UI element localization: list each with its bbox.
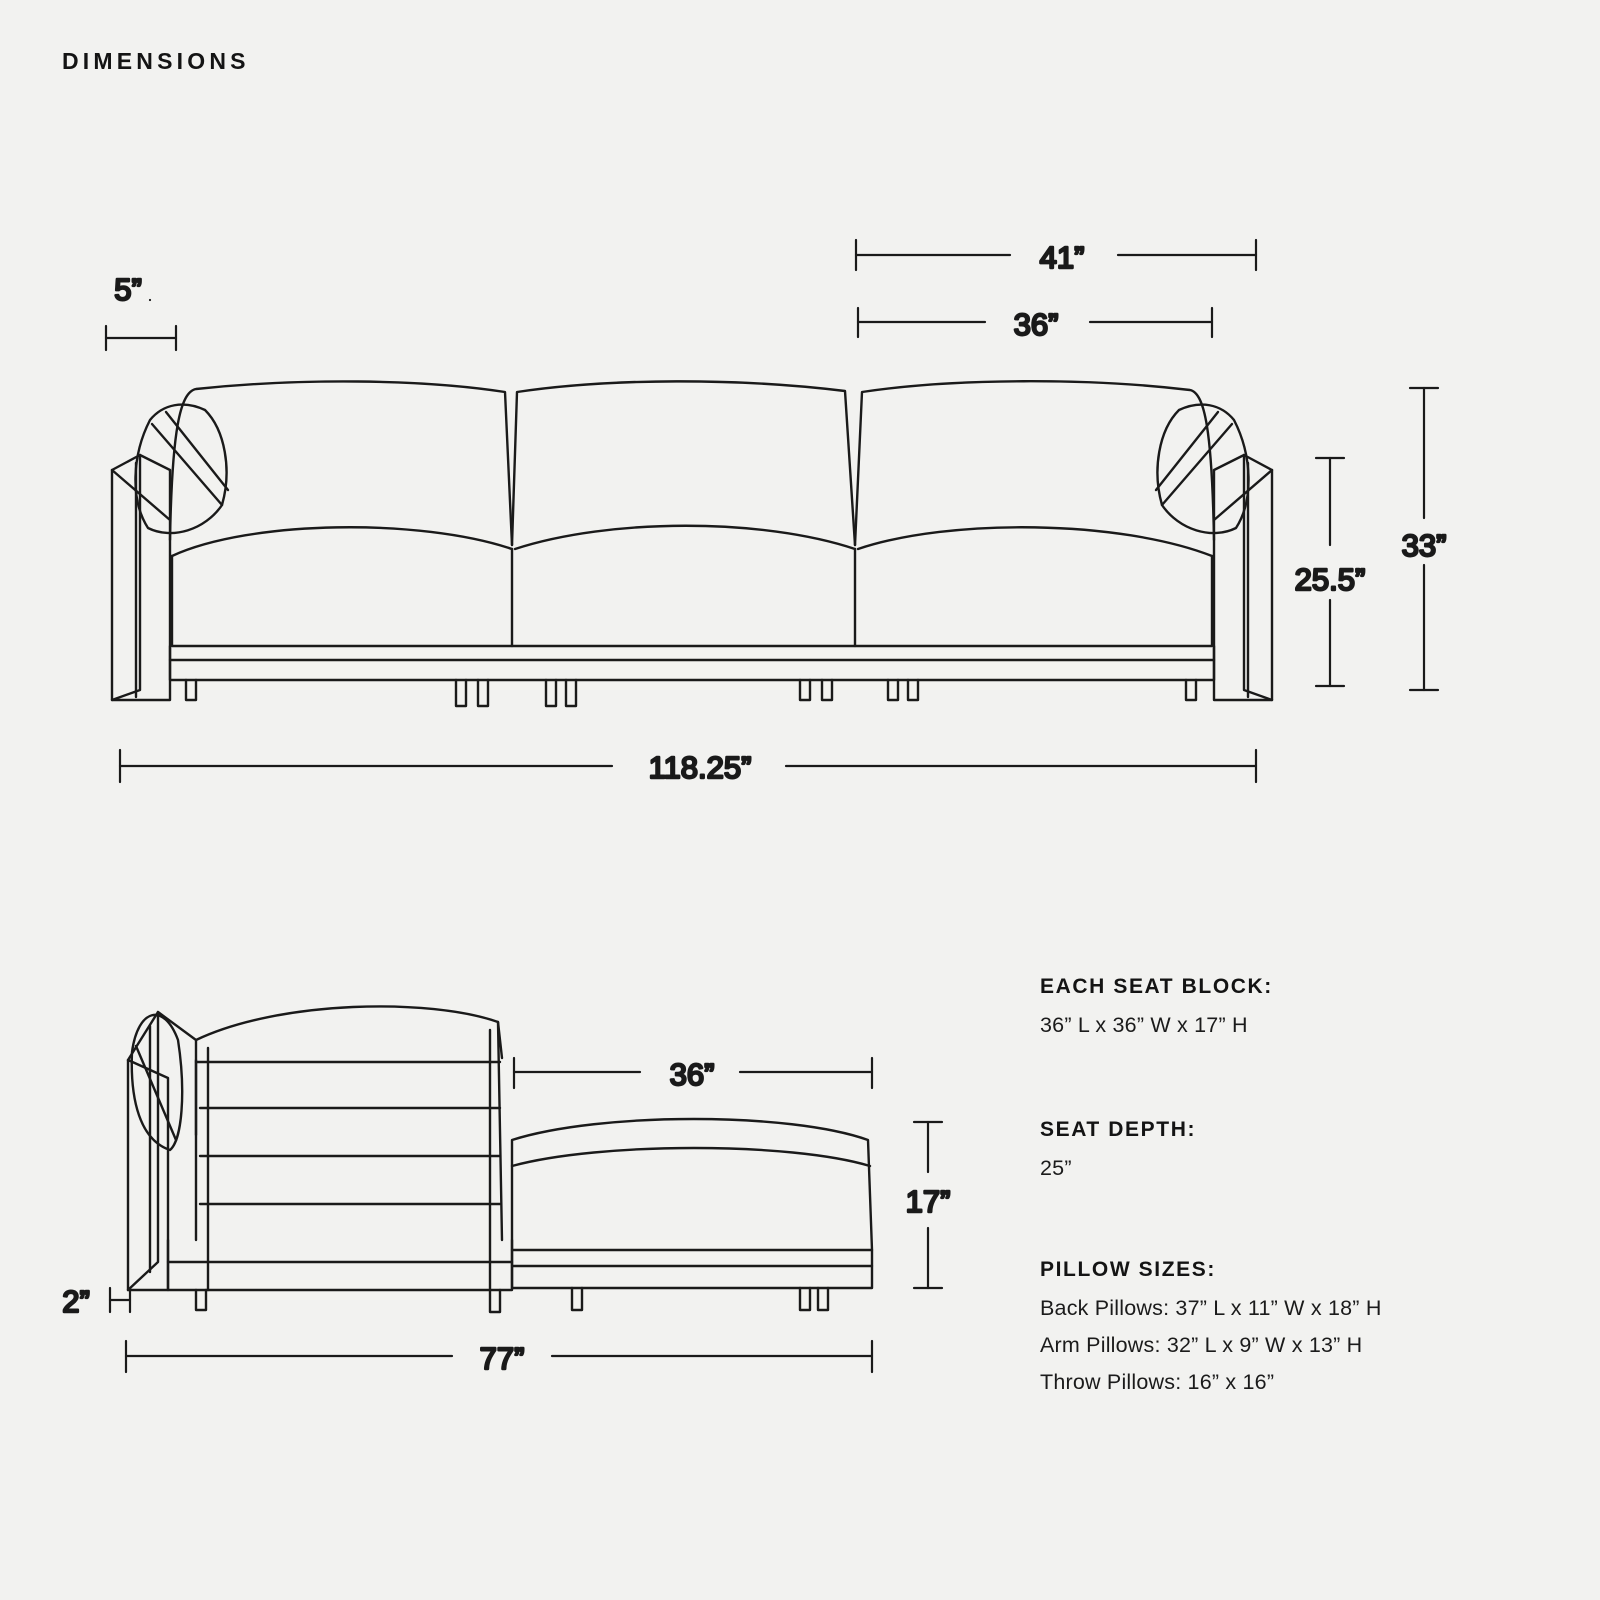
spec-seat-block-value: 36” L x 36” W x 17” H xyxy=(1040,1013,1248,1037)
spec-seat-depth xyxy=(1040,1118,1196,1193)
spec-seat-block xyxy=(1040,975,1273,1050)
dim-label-seat-height: 17” xyxy=(905,1184,951,1219)
page-title: DIMENSIONS xyxy=(62,48,250,74)
front-view-sofa-drawing xyxy=(112,381,1272,706)
dim-label-overall-depth: 77” xyxy=(479,1341,525,1376)
dim-label-cushion-width: 36” xyxy=(1013,307,1059,342)
dim-label-ottoman-length: 36” xyxy=(669,1057,715,1092)
dim-arm-width xyxy=(106,300,176,350)
dim-label-overall-width: 118.25” xyxy=(648,750,752,785)
dim-label-overall-height: 33” xyxy=(1401,528,1447,563)
dim-base-clearance xyxy=(110,1288,130,1312)
dim-label-base-clearance: 2” xyxy=(62,1284,90,1319)
dim-label-arm-width: 5” xyxy=(114,272,142,307)
side-view-sofa-drawing xyxy=(128,1006,872,1312)
spec-pillow-sizes-heading: PILLOW SIZES: xyxy=(1040,1258,1216,1281)
spec-seat-block-heading: EACH SEAT BLOCK: xyxy=(1040,975,1273,998)
spec-arm-pillows: Arm Pillows: 32” L x 9” W x 13” H xyxy=(1040,1333,1363,1357)
spec-pillow-sizes xyxy=(1040,1258,1382,1407)
spec-seat-depth-value: 25” xyxy=(1040,1156,1072,1180)
spec-back-pillows: Back Pillows: 37” L x 11” W x 18” H xyxy=(1040,1296,1382,1320)
spec-throw-pillows: Throw Pillows: 16” x 16” xyxy=(1040,1370,1275,1394)
dim-label-seat-block-top: 41” xyxy=(1039,240,1085,275)
spec-seat-depth-heading: SEAT DEPTH: xyxy=(1040,1118,1197,1141)
dim-label-seat-back-height: 25.5” xyxy=(1294,562,1366,597)
